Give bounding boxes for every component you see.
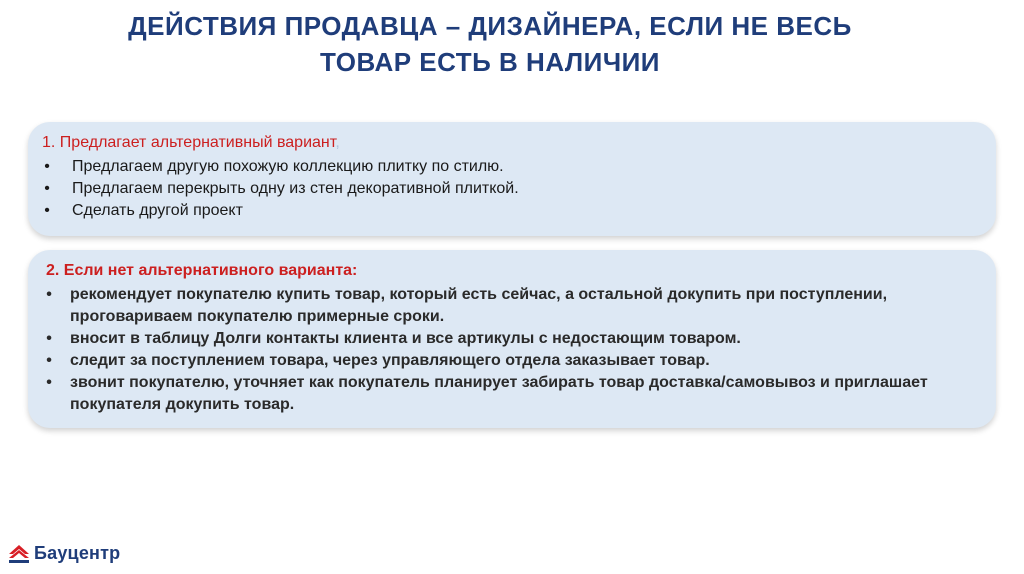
alternative-option-list (40, 156, 980, 222)
bauzentr-logo-icon (8, 542, 30, 564)
list-item-text: Сделать другой проект (72, 202, 243, 219)
alternative-option-heading (42, 132, 340, 154)
bauzentr-logo-text: Бауцентр (34, 542, 121, 563)
bauzentr-logo (8, 540, 120, 566)
list-item (42, 350, 982, 372)
list-item (40, 200, 980, 222)
list-item-text: следит за поступлением товара, через управляющего отдела заказывает товар. (70, 352, 710, 369)
slide-title-line-2: ТОВАР ЕСТЬ В НАЛИЧИИ (320, 47, 660, 77)
no-alternative-list (42, 284, 982, 416)
slide-title (40, 8, 940, 80)
list-item (42, 328, 982, 350)
list-item-text: Предлагаем перекрыть одну из стен декоративной плиткой. (72, 180, 519, 197)
bullet-icon: • (46, 286, 52, 303)
no-alternative-heading: 2. Если нет альтернативного варианта: (46, 262, 358, 279)
list-item (42, 284, 982, 328)
bullet-icon: • (46, 330, 52, 347)
slide-title-line-1: ДЕЙСТВИЯ ПРОДАВЦА – ДИЗАЙНЕРА, ЕСЛИ НЕ ВЕСЬ (128, 11, 852, 41)
list-item (42, 372, 982, 416)
list-item-text: рекомендует покупателю купить товар, который есть сейчас, а остальной докупить при поступлении, проговариваем покупателю примерные сроки. (70, 286, 888, 325)
list-item-text: вносит в таблицу Долги контакты клиента и все артикулы с недостающим товаром. (70, 330, 741, 347)
list-item (40, 156, 980, 178)
bullet-icon: • (46, 374, 52, 391)
bullet-icon: • (46, 352, 52, 369)
list-item-text: Предлагаем другую похожую коллекцию плитку по стилю. (72, 158, 504, 175)
list-item (40, 178, 980, 200)
bullet-icon: • (44, 180, 50, 197)
bullet-icon: • (44, 202, 50, 219)
alternative-option-heading-text: 1. Предлагает альтернативный вариант (42, 134, 336, 151)
alternative-option-card (28, 122, 996, 236)
no-alternative-card (28, 250, 996, 428)
list-item-text: звонит покупателю, уточняет как покупатель планирует забирать товар доставка/самовывоз и приглашает покупателя докупить товар. (70, 374, 928, 413)
bullet-icon: • (44, 158, 50, 175)
alternative-option-heading-comma: , (335, 134, 340, 151)
